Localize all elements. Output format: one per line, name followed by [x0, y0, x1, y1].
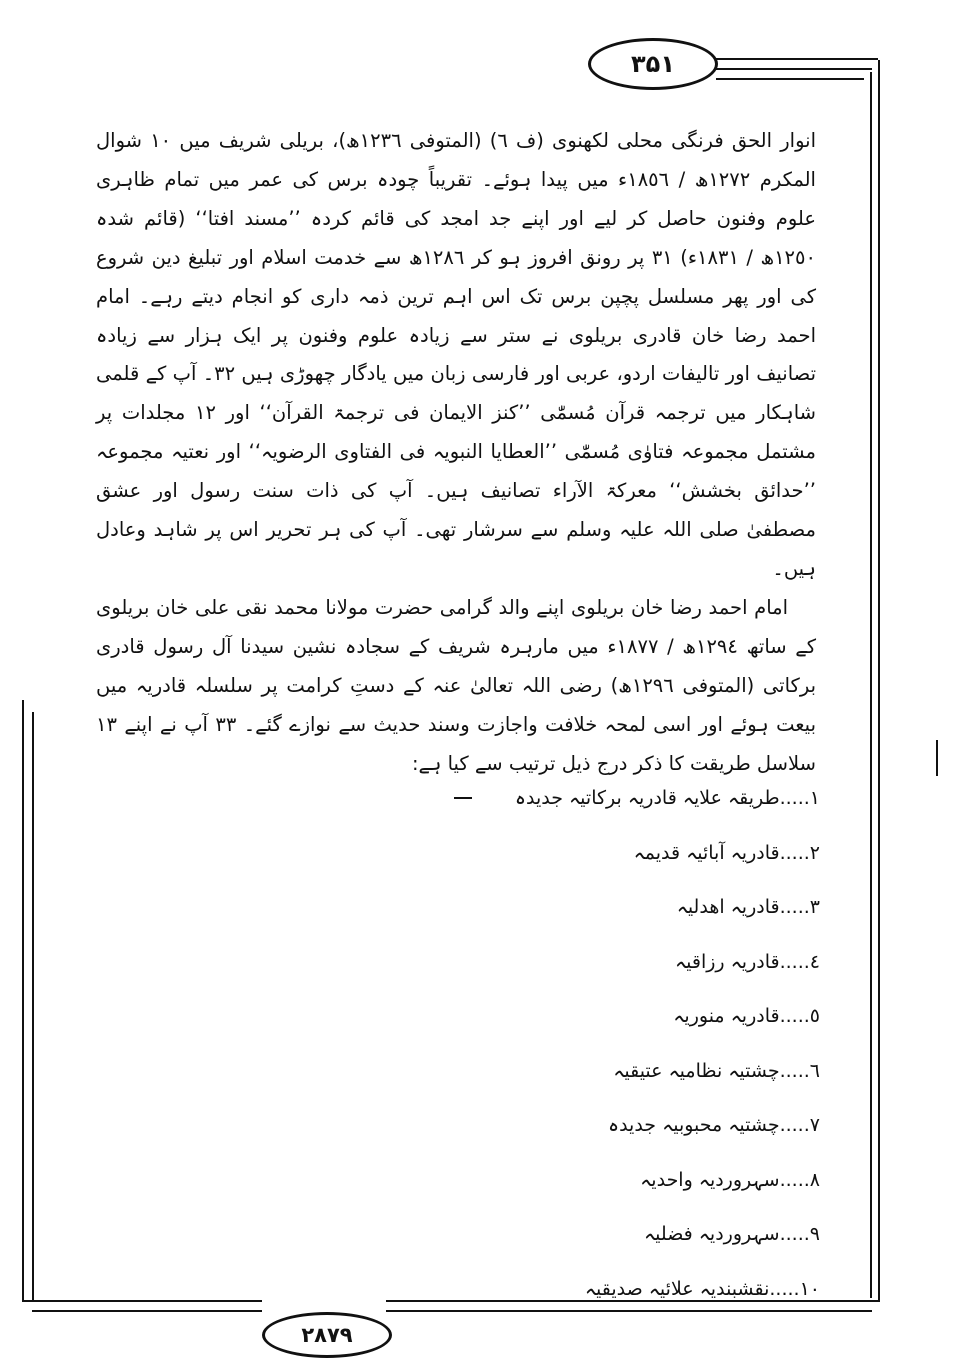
list-item: ١.....طریقہ علایہ قادریہ برکاتیہ جدیدہ: [514, 787, 820, 809]
silsila-list: [300, 783, 820, 1328]
frame-top-rule-3: [716, 78, 864, 80]
list-item: ٥.....قادریہ منوریہ: [673, 1005, 820, 1027]
page-number-bottom: ۲۸۷۹: [262, 1312, 392, 1358]
paragraph-2: امام احمد رضا خان بریلوی اپنے والد گرامی حضرت مولانا محمد نقی علی خان بریلوی کے ساتھ ١٢٩٤ھ / ١٨٧٧ء میں مارہرہ شریف کے سجادہ نشین سیدنا آل رسول قادری برکاتی (المتوفی ١٢٩٦ھ) رضی اللہ تعالیٰ عنہ کے دستِ کرامت پر سلسلہ قادریہ میں بیعت ہوئے اور اسی لمحہ خلافت واجازت وسند حدیث سے نوازے گئے۔ ٣٣ آپ نے اپنے ١٣ سلاسل طریقت کا ذکر درج ذیل ترتیب سے کیا ہے:: [96, 595, 817, 775]
frame-right-accent: [936, 740, 938, 776]
frame-left-inner: [32, 712, 34, 1300]
frame-bottom-rule-1: [22, 1300, 262, 1302]
frame-top-rule-1: [710, 58, 878, 60]
frame-top-rule-2: [712, 68, 872, 70]
list-item: ٤.....قادریہ رزاقیہ: [675, 950, 820, 973]
frame-right-inner: [870, 72, 872, 1298]
body-text: [96, 122, 816, 783]
frame-left-outer: [22, 700, 24, 1300]
list-item: ٣.....قادریہ اھدلیہ: [676, 896, 820, 918]
list-item: ٢.....قادریہ آبائیہ قدیمہ: [633, 841, 820, 864]
list-item: ٦.....چشتیہ نظامیہ عتیقیہ: [613, 1059, 820, 1082]
page-number-top: ۳۵۱: [588, 38, 718, 90]
list-item: ٧.....چشتیہ محبوبیہ جدیدہ: [607, 1114, 820, 1136]
list-item: ١٠.....نقشبندیہ علائیہ صدیقیہ: [584, 1277, 820, 1300]
frame-right-outer: [878, 60, 880, 1300]
list-item: ٨.....سہروردیہ واحدیہ: [640, 1168, 820, 1191]
paragraph-1: انوار الحق فرنگی محلی لکھنوی (ف ٦) (المتوفی ١٢٣٦ھ)، بریلی شریف میں ١٠ شوال المکرم ١٢٧٢ھ / ١٨٥٦ء میں پیدا ہوئے۔ تقریباً چودہ برس کی عمر میں تمام ظاہری علوم وفنون حاصل کر لیے اور اپنے جد امجد کی قائم کردہ ’’مسند افتا‘‘ (قائم شدہ ١٢٥٠ھ / ١٨٣١ء) ٣١ پر رونق افروز ہو کر ١٢٨٦ھ سے خدمت اسلام اور تبلیغ دین شروع کی اور پھر مسلسل پچپن برس تک اس اہم ترین ذمہ داری کو انجام دیتے رہے۔ امام احمد رضا خان قادری بریلوی نے ستر سے زیادہ علوم وفنون پر ایک ہزار سے زیادہ تصانیف اور تالیفات اردو، عربی اور فارسی زبان میں یادگار چھوڑی ہیں ٣٢۔ آپ کے قلمی شاہکار میں ترجمہ قرآن مُسمّٰی ’’کنز الایمان فی ترجمۃ القرآن‘‘ اور ١٢ مجلدات پر مشتمل مجموعہ فتاوٰی مُسمّٰی ’’العطایا النبویہ فی الفتاوی الرضویہ‘‘ اور نعتیہ مجموعہ ’’حدائق بخشش‘‘ معرکۃ الآراء تصانیف ہیں۔ آپ کی ذات سنت رسول اور عشق مصطفیٰ صلی اللہ علیہ وسلم سے سرشار تھی۔ آپ کی ہر تحریر اس پر شاہد وعادل ہیں۔: [96, 129, 816, 580]
frame-bottom-rule-2: [32, 1310, 262, 1312]
list-item: ٩.....سہروردیہ فضلیہ: [644, 1223, 820, 1245]
